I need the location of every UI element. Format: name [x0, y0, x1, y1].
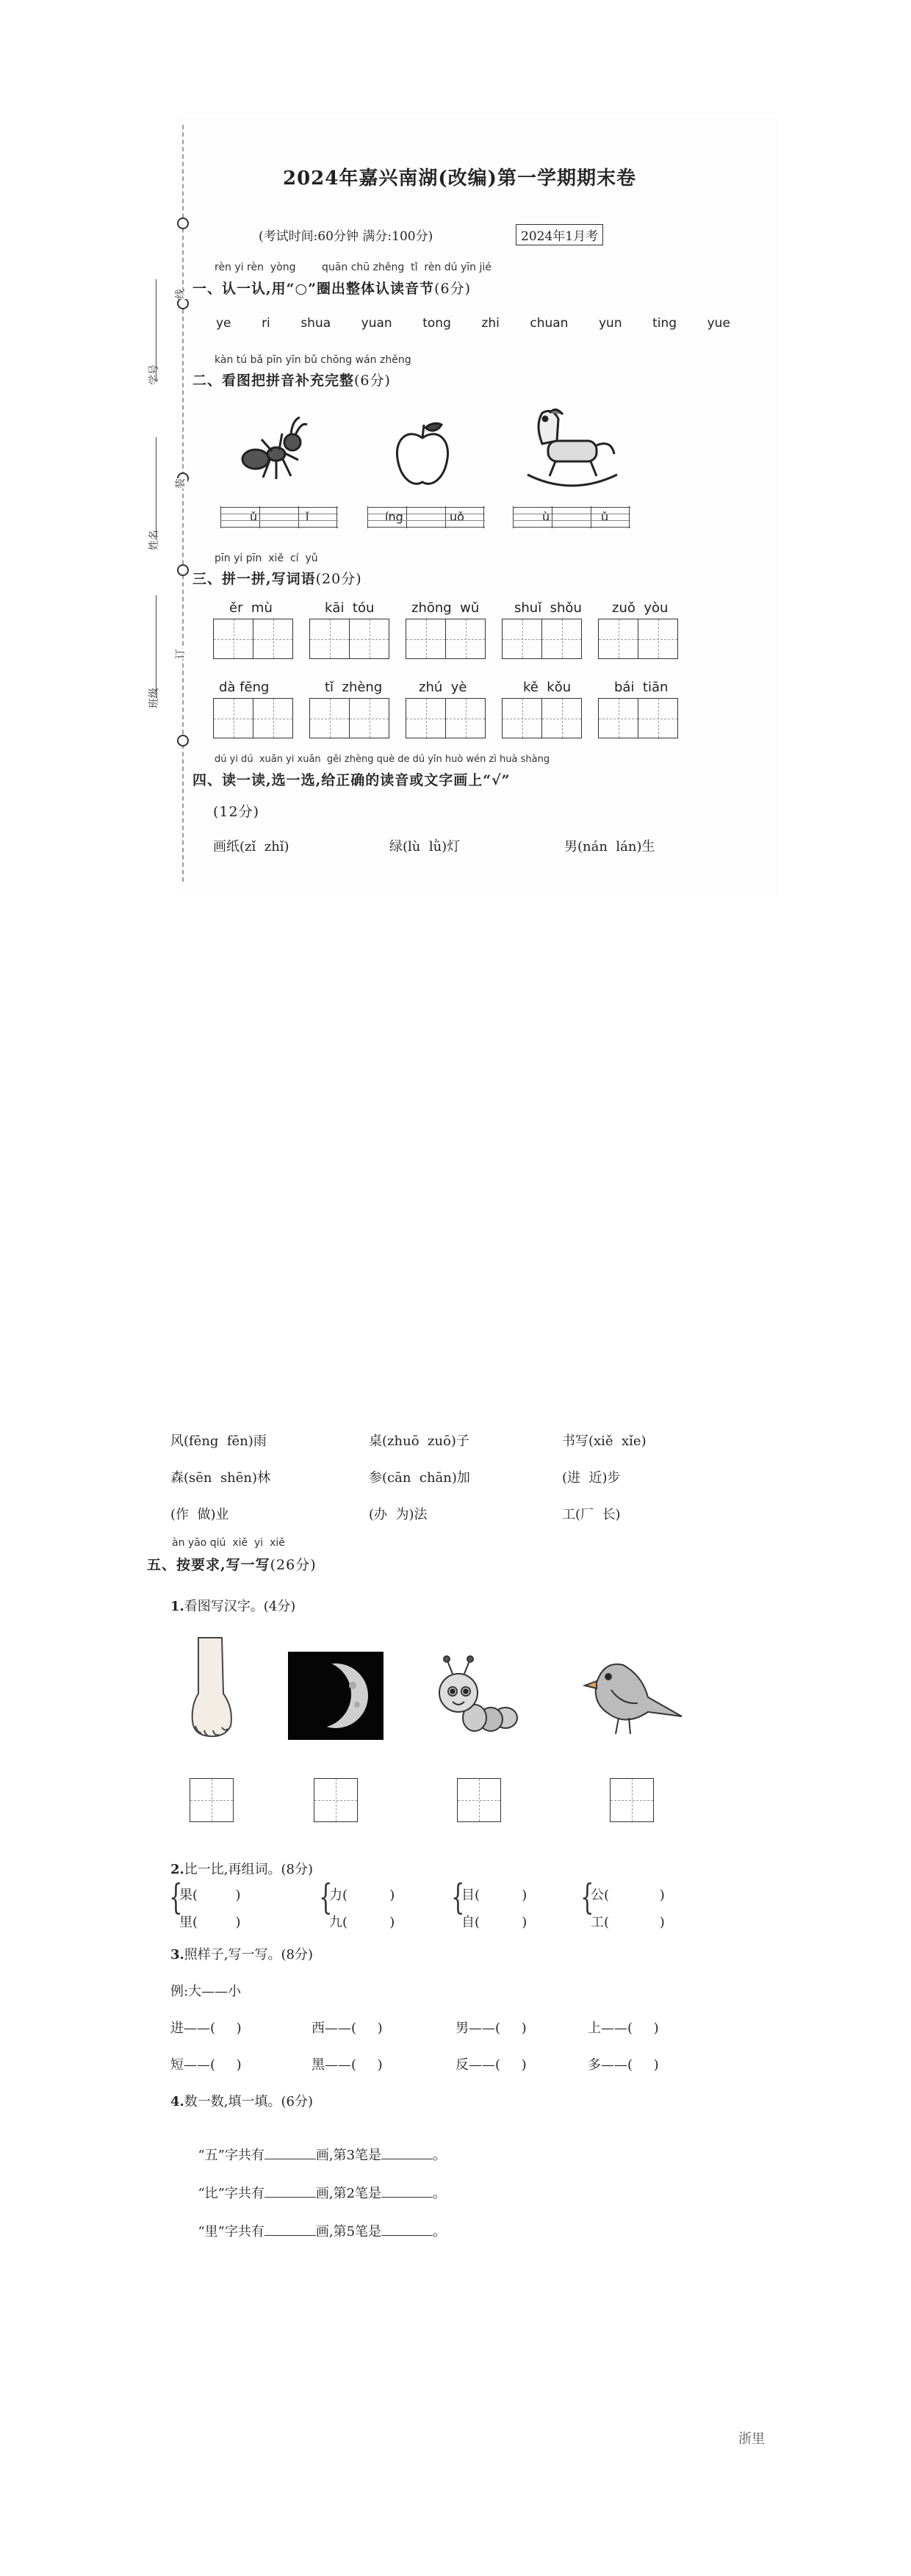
q2-score: (6分) [354, 373, 391, 389]
antonym-prompt: 上——( [588, 2021, 633, 2036]
antonym-prompt: 黑——( [312, 2057, 357, 2073]
syllable[interactable]: zhi [481, 316, 500, 331]
q4-item[interactable]: 男(nán lán)生 [564, 839, 655, 855]
word-pinyin: tǐ zhèng [325, 680, 383, 695]
character-box[interactable] [541, 698, 582, 738]
ant-icon [234, 411, 322, 485]
antonym-item[interactable]: 男——( ) [455, 2021, 527, 2036]
binding-mark: 订 [173, 649, 187, 659]
rocking-horse-icon [520, 403, 623, 491]
q2-heading [192, 370, 391, 389]
character-box[interactable] [213, 619, 253, 659]
character-box[interactable] [445, 619, 486, 659]
character-box[interactable] [190, 1778, 234, 1822]
character-box[interactable] [610, 1778, 654, 1822]
brace: { [319, 1877, 333, 1918]
s3-heading [170, 1944, 313, 1963]
character-box[interactable] [445, 698, 486, 738]
q5-score: (26分) [270, 1557, 317, 1573]
q4-item[interactable]: (作 做)业 [170, 1507, 229, 1522]
syllable[interactable]: chuan [530, 316, 569, 331]
compare-char: 九( [329, 1915, 348, 1930]
moon-icon [288, 1652, 384, 1740]
compare-char: 力( [329, 1888, 348, 1903]
compare-item[interactable]: 九( ) [329, 1915, 395, 1930]
antonym-prompt: 进——( [170, 2021, 216, 2036]
stroke-prompt: 画,第2笔是 [315, 2186, 382, 2201]
compare-char: 果( [179, 1888, 198, 1903]
compare-item[interactable]: 目( ) [461, 1888, 527, 1903]
q4-item[interactable]: 风(fēng fēn)雨 [170, 1433, 267, 1449]
stroke-prompt: 画,第3笔是 [315, 2148, 382, 2163]
q4-score: (12分) [213, 804, 260, 820]
compare-item[interactable]: 果( ) [179, 1888, 241, 1903]
antonym-item[interactable]: 西——( ) [312, 2021, 383, 2036]
antonym-item[interactable]: 上——( ) [588, 2021, 659, 2036]
s3-number: 3. [170, 1947, 184, 1962]
character-box[interactable] [349, 698, 389, 738]
word-pinyin: zuǒ yòu [612, 600, 669, 616]
word-pinyin: kě kǒu [523, 680, 572, 695]
character-box[interactable] [502, 698, 542, 738]
s2-number: 2. [170, 1862, 184, 1877]
answer-blank[interactable] [381, 2223, 433, 2236]
q4-heading: 四、读一读,选一选,给正确的读音或文字画上“√” [192, 772, 511, 788]
side-label-class: 班级 [148, 688, 160, 708]
binding-hole [177, 735, 189, 746]
bird-icon [575, 1646, 685, 1741]
q4-item[interactable]: 参(cān chān)加 [369, 1470, 470, 1486]
antonym-item[interactable]: 黑——( ) [312, 2057, 383, 2073]
q2-writing-strip[interactable] [220, 507, 338, 528]
word-pinyin: zhú yè [419, 680, 467, 695]
q2-pinyin: kàn tú bǎ pīn yīn bǔ chōng wán zhěng [215, 354, 411, 366]
exam-date-box: 2024年1月考 [516, 224, 603, 245]
character-box[interactable] [253, 698, 293, 738]
compare-char: 自( [461, 1915, 480, 1930]
binding-hole [177, 298, 189, 309]
stroke-prompt: “里”字共有 [198, 2224, 264, 2239]
character-box[interactable] [406, 698, 446, 738]
character-box[interactable] [349, 619, 389, 659]
q4-item[interactable]: 森(sēn shēn)林 [170, 1470, 271, 1486]
character-box[interactable] [598, 619, 638, 659]
apple-icon [393, 417, 452, 491]
antonym-prompt: 多——( [588, 2057, 633, 2073]
pinyin-part: ǐ [306, 510, 309, 524]
stroke-prompt: “五”字共有 [198, 2148, 264, 2163]
stroke-end: 。 [433, 2224, 447, 2239]
character-box[interactable] [541, 619, 582, 659]
antonym-prompt: 男——( [455, 2021, 501, 2036]
word-pinyin: kāi tóu [325, 600, 375, 616]
brace: { [451, 1877, 465, 1918]
q1-heading [192, 278, 471, 298]
stroke-prompt: 画,第5笔是 [315, 2224, 382, 2239]
character-box[interactable] [638, 698, 678, 738]
compare-char: 目( [461, 1888, 480, 1903]
compare-item[interactable]: 工( ) [591, 1915, 665, 1930]
stroke-count-line [190, 2206, 446, 2240]
binding-dashed-line [182, 125, 184, 882]
syllable[interactable]: ting [652, 316, 677, 331]
q4-item[interactable]: 工(厂 长) [562, 1507, 621, 1522]
antonym-item[interactable]: 短——( ) [170, 2057, 242, 2073]
syllable[interactable]: tong [422, 316, 451, 331]
character-box[interactable] [406, 619, 446, 659]
pinyin-part: íng [385, 510, 403, 524]
s4-heading [170, 2091, 313, 2110]
q4-item[interactable]: 桌(zhuō zuō)子 [369, 1433, 469, 1449]
compare-char: 公( [591, 1888, 610, 1903]
stroke-count-line [190, 2167, 446, 2202]
q4-item[interactable]: 画纸(zǐ zhǐ) [213, 839, 289, 855]
answer-blank[interactable] [381, 2147, 433, 2159]
compare-char: 工( [591, 1915, 610, 1930]
q3-text: 三、拼一拼,写词语 [192, 571, 316, 587]
q4-item[interactable]: 书写(xiě xǐe) [562, 1433, 647, 1449]
s2-heading [170, 1859, 313, 1878]
q3-heading [192, 568, 362, 588]
antonym-item[interactable]: 反——( ) [455, 2057, 527, 2073]
character-box[interactable] [502, 619, 542, 659]
q1-pinyin: rèn yi rèn yòng quān chū zhěng tǐ rèn dú yīn jié [215, 262, 491, 273]
binding-hole [177, 564, 189, 576]
s4-number: 4. [170, 2094, 184, 2109]
stroke-end: 。 [433, 2186, 447, 2201]
binding-mark: 装 [173, 478, 187, 489]
q4-item[interactable]: 绿(lù lǜ)灯 [389, 839, 461, 855]
caterpillar-icon [432, 1652, 527, 1740]
q2-text: 二、看图把拼音补充完整 [192, 373, 355, 389]
syllable[interactable]: yun [598, 316, 622, 331]
compare-char: 里( [179, 1915, 198, 1930]
q4-item[interactable]: (办 为)法 [369, 1507, 428, 1522]
pinyin-part: ǔ [601, 510, 609, 524]
syllable[interactable]: ye [216, 316, 231, 331]
character-box[interactable] [598, 698, 638, 738]
q5-text: 五、按要求,写一写 [147, 1557, 270, 1573]
stroke-prompt: “比”字共有 [198, 2186, 264, 2201]
character-box[interactable] [314, 1778, 358, 1822]
word-pinyin: zhōng wǔ [411, 600, 480, 616]
antonym-item[interactable]: 进——( ) [170, 2021, 242, 2036]
character-box[interactable] [213, 698, 253, 738]
q4-item[interactable]: (进 近)步 [562, 1470, 621, 1486]
character-box[interactable] [253, 619, 293, 659]
character-box[interactable] [309, 698, 350, 738]
s1-number: 1. [170, 1599, 184, 1614]
s1-text: 看图写汉字。(4分) [184, 1599, 296, 1614]
q1-score: (6分) [434, 281, 471, 297]
syllable[interactable]: ri [262, 316, 270, 331]
compare-item[interactable]: 公( ) [591, 1888, 665, 1903]
stroke-count-line [190, 2129, 446, 2164]
pinyin-part: ǔ [250, 510, 258, 524]
word-pinyin: shuǐ shǒu [514, 600, 582, 616]
word-pinyin: dà fēng [219, 680, 270, 695]
q3-score: (20分) [315, 571, 362, 587]
q2-writing-strip[interactable] [367, 507, 485, 528]
brace: { [169, 1877, 183, 1918]
answer-blank[interactable] [264, 2185, 316, 2198]
antonym-prompt: 反——( [455, 2057, 501, 2073]
syllable[interactable]: yue [707, 316, 730, 331]
s3-example: 例:大——小 [170, 1984, 242, 1999]
antonym-prompt: 西——( [312, 2021, 357, 2036]
character-box[interactable] [309, 619, 350, 659]
syllable[interactable]: shua [300, 316, 331, 331]
exam-title: 2024年嘉兴南湖(改编)第一学期期末卷 [283, 168, 636, 190]
side-label-id: 学号 [148, 364, 160, 385]
compare-item[interactable]: 里( ) [179, 1915, 241, 1930]
q5-heading [147, 1554, 317, 1574]
footer-mark: 浙里 [738, 2431, 765, 2447]
pinyin-part: ù [542, 510, 550, 524]
word-pinyin: bái tiān [614, 680, 669, 695]
answer-blank[interactable] [264, 2223, 316, 2236]
q5-pinyin: àn yāo qiú xiě yi xiě [172, 1537, 285, 1549]
character-box[interactable] [638, 619, 678, 659]
q2-writing-strip[interactable] [513, 507, 630, 528]
side-label-name: 姓名 [148, 530, 160, 550]
s2-text: 比一比,再组词。(8分) [184, 1862, 314, 1877]
q1-syllable-row [216, 316, 730, 331]
antonym-prompt: 短——( [170, 2057, 216, 2073]
binding-hole [177, 217, 189, 229]
q4-pinyin: dú yi dú xuǎn yi xuǎn gěi zhèng què de dú yīn huò wén zì huà shàng [215, 754, 550, 765]
q1-text: 一、认一认,用“○”圈出整体认读音节 [192, 281, 435, 297]
binding-mark: 线 [173, 289, 187, 299]
s1-heading [170, 1596, 295, 1615]
brace: { [580, 1877, 594, 1918]
pinyin-part: uǒ [450, 510, 464, 524]
s3-text: 照样子,写一写。(8分) [184, 1947, 314, 1962]
exam-meta: (考试时间:60分钟 满分:100分) [259, 229, 433, 244]
q3-pinyin: pīn yi pīn xiě cí yǔ [215, 553, 318, 564]
compare-item[interactable]: 力( ) [329, 1888, 395, 1903]
compare-item[interactable]: 自( ) [461, 1915, 527, 1930]
antonym-item[interactable]: 多——( ) [588, 2057, 659, 2073]
s4-text: 数一数,填一填。(6分) [184, 2094, 314, 2109]
answer-blank[interactable] [264, 2147, 316, 2159]
syllable[interactable]: yuan [361, 316, 392, 331]
answer-blank[interactable] [381, 2185, 433, 2198]
character-box[interactable] [457, 1778, 501, 1822]
foot-icon [182, 1635, 241, 1745]
word-pinyin: ěr mù [229, 600, 273, 616]
stroke-end: 。 [433, 2148, 447, 2163]
